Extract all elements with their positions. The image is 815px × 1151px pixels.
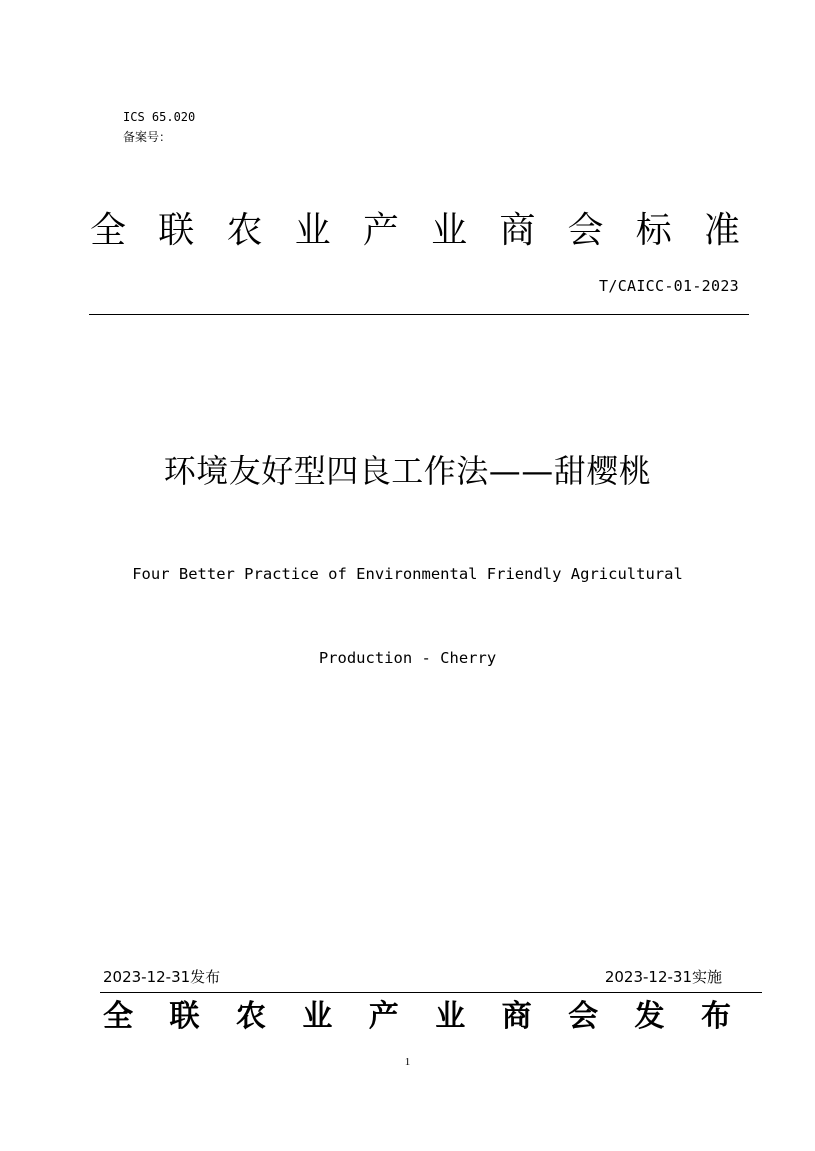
ics-header: [123, 107, 195, 147]
standard-number: T/CAICC-01-2023: [599, 277, 739, 295]
implementation-date: 2023-12-31实施: [604, 968, 722, 986]
top-divider: [89, 314, 749, 315]
publisher-char: 业: [435, 999, 466, 1034]
org-title-char: 农: [226, 210, 263, 251]
organization-standard-title: [90, 207, 740, 255]
org-title-char: 联: [158, 210, 195, 251]
english-title-line: Four Better Practice of Environmental Friendly Agricultural: [132, 565, 683, 583]
org-title-char: 全: [90, 210, 127, 251]
issue-date: 2023-12-31发布: [103, 968, 221, 986]
org-title-char: 业: [431, 210, 468, 251]
org-title-char: 商: [499, 210, 536, 251]
publisher-char: 商: [501, 999, 532, 1034]
publisher-char: 全: [103, 999, 133, 1034]
publisher-char: 产: [368, 999, 399, 1034]
document-title-english: [0, 504, 815, 700]
ics-code: ICS 65.020: [123, 110, 196, 124]
org-title-char: 产: [362, 210, 399, 251]
bottom-divider: [100, 992, 762, 993]
english-title-line: Production - Cherry: [318, 649, 497, 667]
publisher-char: 业: [302, 999, 333, 1034]
publisher-char: 布: [700, 999, 731, 1034]
org-title-char: 标: [635, 210, 672, 251]
publisher-char: 农: [235, 999, 266, 1034]
publisher-char: 会: [568, 999, 599, 1034]
publisher-char: 发: [634, 999, 665, 1034]
document-title-chinese: 环境友好型四良工作法——甜樱桃: [163, 452, 652, 490]
org-title-char: 准: [703, 210, 740, 251]
page-number: 1: [404, 1056, 411, 1068]
publisher: [103, 996, 731, 1038]
filing-number-label: 备案号：: [123, 130, 172, 144]
publisher-char: 联: [169, 999, 200, 1034]
org-title-char: 会: [567, 210, 604, 251]
org-title-char: 业: [294, 210, 331, 251]
